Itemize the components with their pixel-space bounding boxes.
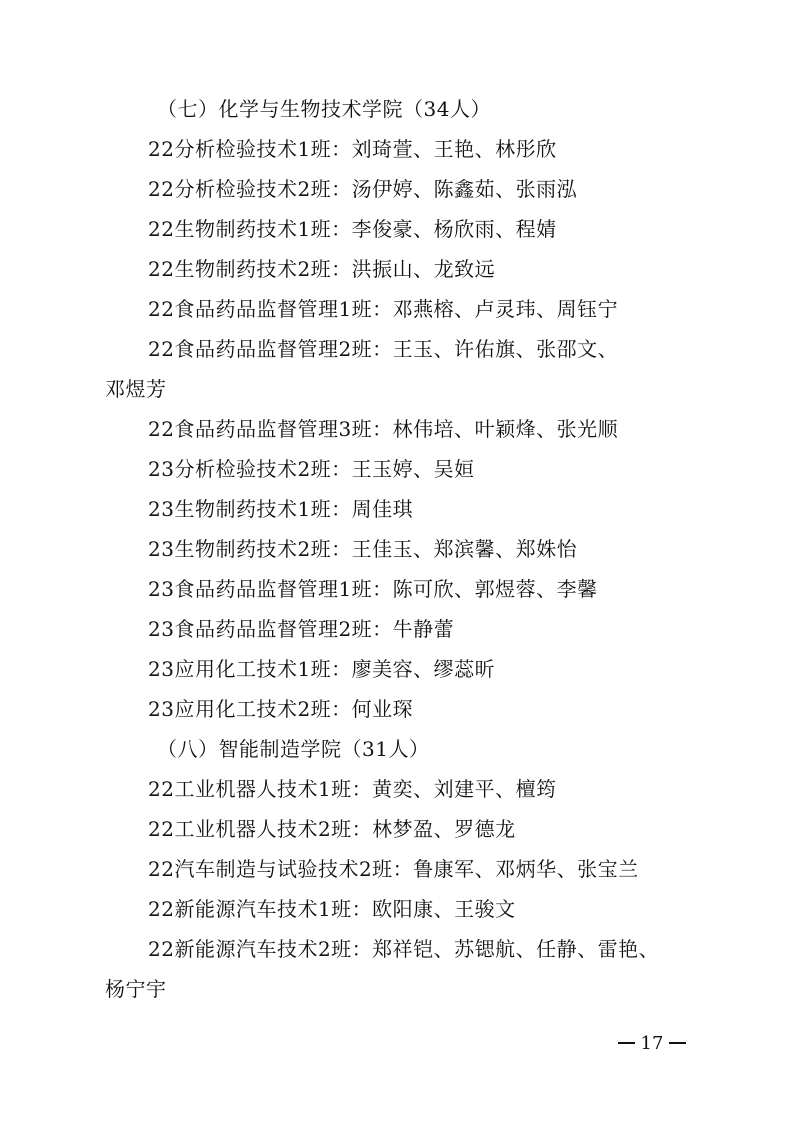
class-line: 22工业机器人技术1班：黄奕、刘建平、檀筠 [148, 777, 557, 801]
class-line-continuation: 杨宁宇 [105, 977, 167, 1001]
page-footer [612, 1029, 692, 1057]
class-line: 22分析检验技术2班：汤伊婷、陈鑫茹、张雨泓 [148, 177, 578, 201]
class-line: 23应用化工技术2班：何业琛 [148, 697, 414, 721]
class-line: 22新能源汽车技术1班：欧阳康、王骏文 [148, 897, 516, 921]
class-line: 22分析检验技术1班：刘琦萱、王艳、林彤欣 [148, 137, 557, 161]
page-number: 17 [640, 1032, 664, 1054]
class-line: 22生物制药技术1班：李俊豪、杨欣雨、程婧 [148, 217, 557, 241]
class-line: 22食品药品监督管理2班：王玉、许佑旗、张邵文、 [148, 337, 619, 361]
class-line: 22食品药品监督管理3班：林伟培、叶颖烽、张光顺 [148, 417, 619, 441]
document-body [105, 89, 695, 1009]
class-line-continuation: 邓煜芳 [105, 377, 167, 401]
section-heading-intelligent-manufacturing: （八）智能制造学院（31人） [157, 737, 430, 761]
class-line: 23分析检验技术2班：王玉婷、吴姮 [148, 457, 475, 481]
section-heading-chemistry-biotech: （七）化学与生物技术学院（34人） [157, 97, 491, 121]
class-line: 22汽车制造与试验技术2班：鲁康军、邓炳华、张宝兰 [148, 857, 639, 881]
class-line: 23应用化工技术1班：廖美容、缪蕊昕 [148, 657, 496, 681]
class-line: 22食品药品监督管理1班：邓燕榕、卢灵玮、周钰宁 [148, 297, 619, 321]
class-line: 22工业机器人技术2班：林梦盈、罗德龙 [148, 817, 516, 841]
class-line: 22新能源汽车技术2班：郑祥铠、苏锶航、任静、雷艳、 [148, 937, 660, 961]
class-line: 23食品药品监督管理2班：牛静蕾 [148, 617, 455, 641]
class-line: 23食品药品监督管理1班：陈可欣、郭煜蓉、李馨 [148, 577, 598, 601]
class-line: 22生物制药技术2班：洪振山、龙致远 [148, 257, 496, 281]
class-line: 23生物制药技术2班：王佳玉、郑滨馨、郑姝怡 [148, 537, 578, 561]
footer-dash-left [618, 1042, 635, 1044]
footer-dash-right [669, 1042, 686, 1044]
class-line: 23生物制药技术1班：周佳琪 [148, 497, 414, 521]
